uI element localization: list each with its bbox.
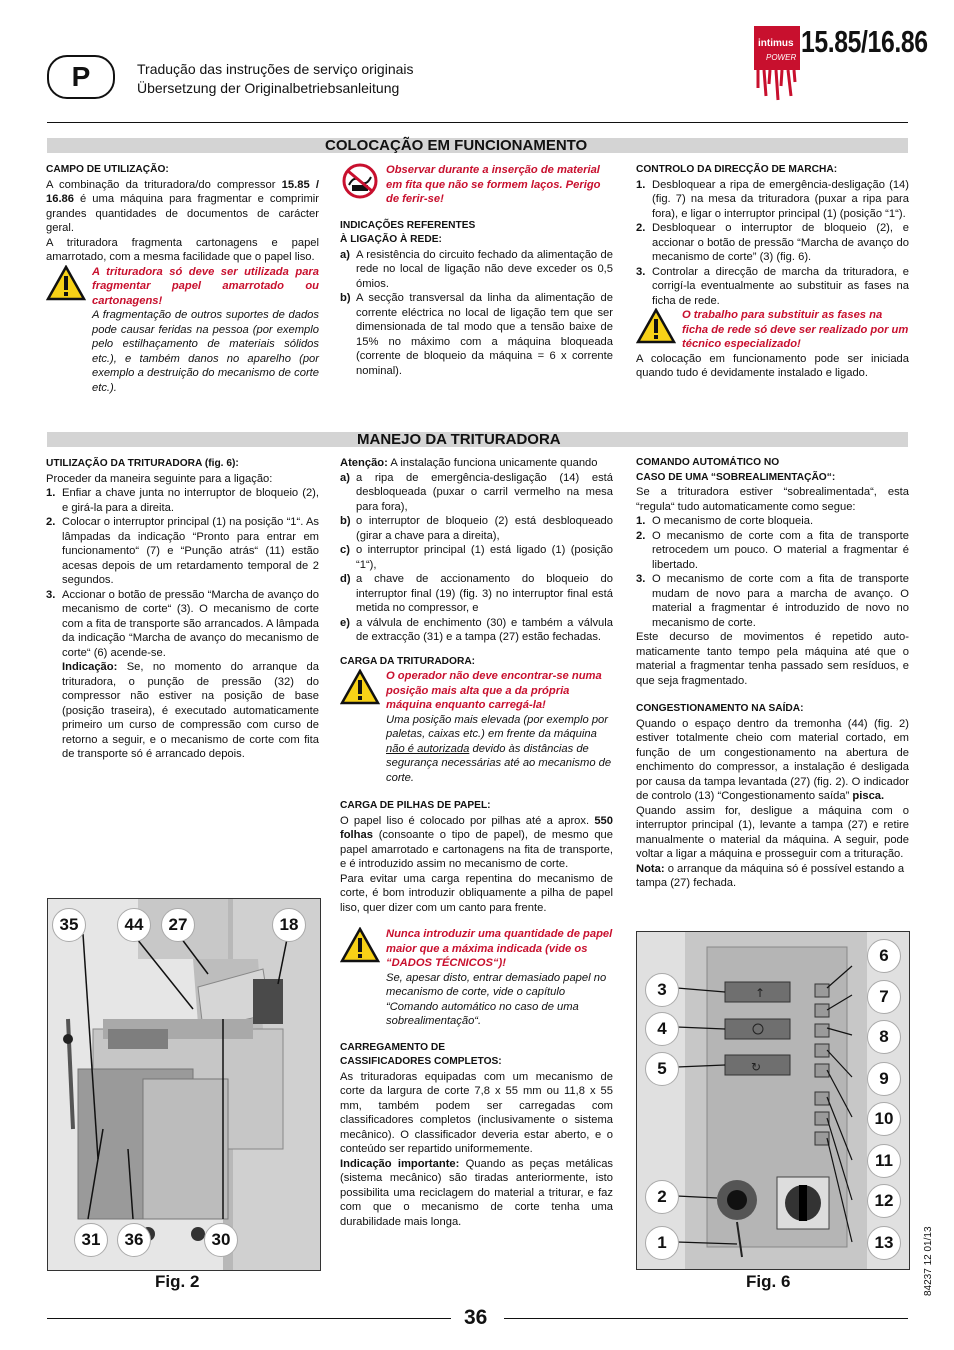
- note-paragraph: Nota: o arranque da máquina só é possível estando a tampa (27) fechada.: [636, 862, 905, 889]
- list-item: e) a válvula de enchimento (30) e também a válvula de extracção (31) e a tampa (27) estão fechadas.: [340, 616, 613, 643]
- warning-box-material: [46, 265, 319, 396]
- list-item: 1. Enfiar a chave junta no interruptor de bloqueio (2), e girá-la para a direita.: [46, 487, 319, 514]
- s1-col2: [340, 163, 613, 378]
- warning-red-text: Observar durante a inserção de material em fita que não se formem laços. Perigo de ferir-se!: [386, 164, 601, 205]
- callout-8: 8: [867, 1020, 901, 1054]
- heading-mains-2: À LIGAÇÃO À REDE:: [340, 234, 442, 245]
- list-item: a) A resistência do circuito fechado da alimentação de rede no local de ligação não deve exceder os 0,5 ómios.: [340, 248, 613, 290]
- svg-text:↑: ↑: [755, 986, 766, 1000]
- figure-2-label: Fig. 2: [155, 1272, 200, 1291]
- heading-binders-1: CARREGAMENTO DE: [340, 1041, 446, 1053]
- list-item: 3. Accionar o botão de pressão “Marcha de avanço do mecanismo de corte“ (3). O mecanismo de corte com a fita de transporte são arrancados. A lâmpada da indicação “Marcha de avanço do mecanismo de corte“ (6) acende-se. Indicação: Se, no momento do arranque da trituradora, o punção de pressão (32) do compressor não estiver na posição de base (posição traseira), é executado automaticamente primeiro um curso de compressão com curso de retorno a seguir, e o mecanismo de corte com fita de transporte só é arrancado depois.: [46, 588, 319, 760]
- section-title-operation: MANEJO DA TRITURADORA: [357, 431, 561, 448]
- heading-auto-1: COMANDO AUTOMÁTICO NO: [636, 457, 780, 468]
- page-number: 36: [464, 1306, 488, 1329]
- s1-col3: [636, 163, 909, 381]
- attention-paragraph: Atenção: A instalação funciona unicamente quando: [340, 457, 598, 469]
- callout-30: 30: [204, 1223, 238, 1257]
- header-line-de: Übersetzung der Originalbetriebsanleitung: [137, 80, 400, 96]
- model-number: 15.85/16.86: [801, 24, 928, 59]
- heading-loading: CARGA DA TRITURADORA:: [340, 655, 476, 667]
- callout-12: 12: [867, 1184, 901, 1218]
- heading-direction: CONTROLO DA DIRECÇÃO DE MARCHA:: [636, 164, 838, 175]
- list-item: b) o interruptor de bloqueio (2) está desbloqueado (girar a chave para a direita),: [340, 515, 613, 542]
- svg-text:↻: ↻: [751, 1060, 762, 1074]
- list-item: 2. Desbloquear o interruptor de bloqueio (2), e accionar o botão de pressão “Marcha de avanço do mecanismo de corte” (3) (fig. 6).: [636, 222, 909, 263]
- callout-18: 18: [272, 908, 306, 942]
- callout-31: 31: [74, 1223, 108, 1257]
- binders-paragraph: As trituradoras equipadas com um mecanismo de corte da largura de corte 7,8 x 55 mm ou 11,8 x 55 mm, também podem ser carregadas com classificadores completos (inclusivamente o sistema mecânico). O classificador deveria estar aberto, e o conteúdo ser repartido uniformemente.: [340, 1070, 613, 1155]
- list-item: 3. O mecanismo de corte com a fita de transporte mudam de novo para a marcha de avanço. O material a fragmentar é introduzido de novo no mecanismo de corte.: [636, 573, 909, 629]
- no-hands-loop-icon: [340, 163, 380, 199]
- callout-35: 35: [52, 908, 86, 942]
- figure-6-control-panel: [636, 931, 910, 1270]
- intimus-logo: [754, 26, 800, 106]
- warning-italic-text: Uma posição mais elevada (por exemplo por paletas, caixas etc.) em frente da máquina não é autorizada devido às distâncias de segurança necessárias até ao mecanismo de corte.: [386, 713, 612, 784]
- header-subtitle: [137, 60, 414, 98]
- heading-congestion: CONGESTIONAMENTO NA SAÍDA:: [636, 703, 804, 714]
- callout-5: 5: [645, 1052, 679, 1086]
- warning-triangle-icon: [340, 669, 380, 705]
- callout-1: 1: [645, 1226, 679, 1260]
- heading-paper-stacks: CARGA DE PILHAS DE PAPEL:: [340, 800, 491, 811]
- warning-box-quantity: [340, 927, 613, 1029]
- warning-box-phases: [636, 308, 909, 352]
- warning-red-text: A trituradora só deve ser utilizada para fragmentar papel amarrotado ou cartonagens!: [92, 265, 319, 307]
- warning-triangle-icon: [636, 308, 676, 344]
- warning-red-text: Nunca introduzir uma quantidade de papel maior que a máxima indicada (vide os “DADOS TÉCNICOS“)!: [386, 928, 613, 969]
- important-note: Indicação importante: Quando as peças metálicas (sistema mecânico) são tiradas anteriormente, isto possibilita uma reciclagem do material a triturar, e faz com que o mecanismo de corte tenha uma durabilidade mais longa.: [340, 1157, 614, 1228]
- repeat-paragraph: Este decurso de movimentos é repetido auto-maticamente tanto tempo pela máquina até que o material a fragmentar tenha passado sem resíduos, e que seja fragmentado.: [636, 631, 909, 687]
- figure-6-label: Fig. 6: [746, 1272, 791, 1291]
- language-code: P: [71, 61, 91, 92]
- list-item: 1. Desbloquear a ripa de emergência-desligação (14) (fig. 7) na mesa da trituradora (puxar a ripa para fora), e ligar o interruptor principal (1) (posição “1“).: [636, 178, 909, 220]
- list-item: a) a ripa de emergência-desligação (14) está desbloqueada (puxar o carril vermelho na mesa para fora),: [340, 471, 613, 513]
- heading-usage: UTILIZAÇÃO DA TRITURADORA (fig. 6):: [46, 458, 239, 469]
- list-item: 3. Controlar a direcção de marcha da trituradora, e corrigí-la eventualmente ao substituir as fases na ficha de rede.: [636, 265, 909, 307]
- brand-sub: POWER: [766, 53, 797, 62]
- s2-col2: [340, 456, 613, 1229]
- callout-3: 3: [645, 973, 679, 1007]
- congestion-paragraph: Quando o espaço dentro da tremonha (44) (fig. 2) estiver totalmente cheio com material cortado, em função de um congestionamento na abertura de enchimento do compressor, a instalação é desligada por causa da tampa levantada (27) (fig. 2). O indicador de controlo (13) “Congestionamento saída” pisca.: [636, 717, 909, 802]
- list-item: b) A secção transversal da linha da alimentação de corrente eléctrica no local de ligação tem que ser dimensionada de tal modo que a tensão baixe de 15% no máximo com a máquina bloqueada (corrente de bloqueio da máquina = 6 x corrente nominal).: [340, 292, 613, 377]
- list-item: 1. O mecanismo de corte bloqueia.: [636, 515, 814, 527]
- brand-name: intimus: [758, 38, 794, 49]
- callout-2: 2: [645, 1180, 679, 1214]
- warning-box-height: [340, 669, 613, 785]
- callout-36: 36: [117, 1223, 151, 1257]
- document-code: 84237 12 01/13: [923, 1226, 934, 1296]
- s2-col3: [636, 456, 909, 891]
- list-item: 2. Colocar o interruptor principal (1) na posição “1“. As lâmpadas da indicação “Pronto para entrar em funcionamento“ (7) e “Punção atrás“ (11) estão acesas depois de um retardamento temporal de 2 segundos.: [46, 516, 319, 586]
- callout-9: 9: [867, 1062, 901, 1096]
- scope-paragraph-2: A trituradora fragmenta cartonagens e papel amarrotado, com a mesma facilidade que o papel liso.: [46, 236, 319, 263]
- control-panel-illustration: [637, 932, 909, 1269]
- warning-italic-text: A fragmentação de outros suportes de dados pode causar feridas na pessoa (por exemplo pelo estilhaçamento de materiais sólidos etc.), e também danos no aparelho (por exemplo a destruição do mecanismo de corte etc.).: [92, 309, 319, 394]
- language-badge: [47, 55, 115, 99]
- header-divider: [47, 122, 908, 123]
- warning-red-text: O trabalho para substituir as fases na ficha de rede só deve ser realizado por um técnico especializado!: [682, 309, 909, 350]
- callout-4: 4: [645, 1012, 679, 1046]
- heading-binders-2: CASSIFICADORES COMPLETOS:: [340, 1056, 502, 1067]
- congestion-paragraph-2: Quando assim for, desligue a máquina com o interruptor principal (1), levante a tampa (27) e retire manualmente o material da máquina. A seguir, pode voltar a ligar a máquina e prosseguir com a trituração.: [636, 804, 909, 860]
- s2-col1: [46, 456, 319, 762]
- list-item: d) a chave de accionamento do bloqueio do interruptor final (19) (fig. 3) no interruptor final está metida no compressor, e: [340, 573, 613, 614]
- warning-italic-text: Se, apesar disto, entrar demasiado papel no mecanismo de corte, vide o capítulo “Comando automático no caso de uma sobrealimentação“.: [386, 971, 607, 1027]
- callout-7: 7: [867, 980, 901, 1014]
- commissioning-end-paragraph: A colocação em funcionamento pode ser iniciada quando tudo é devidamente instalado e ligado.: [636, 352, 909, 379]
- heading-mains-1: INDICAÇÕES REFERENTES: [340, 219, 476, 231]
- callout-44: 44: [117, 908, 151, 942]
- header-line-pt: Tradução das instruções de serviço originais: [137, 61, 414, 77]
- list-item: c) o interruptor principal (1) está ligado (1) (posição “1“),: [340, 544, 613, 571]
- heading-scope: CAMPO DE UTILIZAÇÃO:: [46, 164, 169, 175]
- scope-paragraph: A combinação da trituradora/do compressor 15.85 / 16.86 é uma máquina para fragmentar e comprimir grandes quantidades de documentos de carácter geral.: [46, 178, 319, 234]
- usage-intro: Proceder da maneira seguinte para a ligação:: [46, 472, 273, 485]
- callout-10: 10: [867, 1102, 901, 1136]
- callout-11: 11: [867, 1144, 901, 1178]
- warning-box-loops: [340, 163, 613, 207]
- warning-triangle-icon: [46, 265, 86, 301]
- usage-note: Indicação: Se, no momento do arranque da trituradora, o punção de pressão (32) do compressor não estiver na posição de base (posição traseira), é executado automaticamente primeiro um curso de compressão com curso de retorno a seguir, e o mecanismo de corte com fita de transporte só é arrancado depois.: [62, 661, 319, 760]
- footer-divider-left: [47, 1318, 451, 1319]
- callout-6: 6: [867, 939, 901, 973]
- s1-col1: [46, 163, 319, 395]
- oblique-paragraph: Para evitar uma carga repentina do mecanismo de corte, é bom introduzir obliquamente a pilha de papel liso, quer dizer com um canto para frente.: [340, 872, 613, 914]
- footer-divider-right: [504, 1318, 908, 1319]
- callout-27: 27: [161, 908, 195, 942]
- auto-intro: Se a trituradora estiver “sobrealimentada“, esta “regula“ tudo automaticamente como segue:: [636, 486, 909, 513]
- warning-triangle-icon: [340, 927, 380, 963]
- stacks-paragraph: O papel liso é colocado por pilhas até a aprox. 550 folhas (consoante o tipo de papel), de mesmo que papel amarrotado e cartonagens na fita de transporte, e é introduzido assim no mecanismo de corte.: [340, 814, 613, 870]
- heading-auto-2: CASO DE UMA “SOBREALIMENTAÇÃO“:: [636, 471, 836, 483]
- warning-red-text: O operador não deve encontrar-se numa posição mais alta que a da própria máquina enquanto carregá-la!: [386, 670, 602, 711]
- figure-2-machine-photo: [47, 898, 321, 1271]
- callout-13: 13: [867, 1226, 901, 1260]
- list-item: 2. O mecanismo de corte com a fita de transporte retrocedem um pouco. O material a fragmentar é libertado.: [636, 529, 909, 571]
- section-title-commissioning: COLOCAÇÃO EM FUNCIONAMENTO: [325, 137, 588, 154]
- shredder-machine-illustration: [48, 899, 320, 1270]
